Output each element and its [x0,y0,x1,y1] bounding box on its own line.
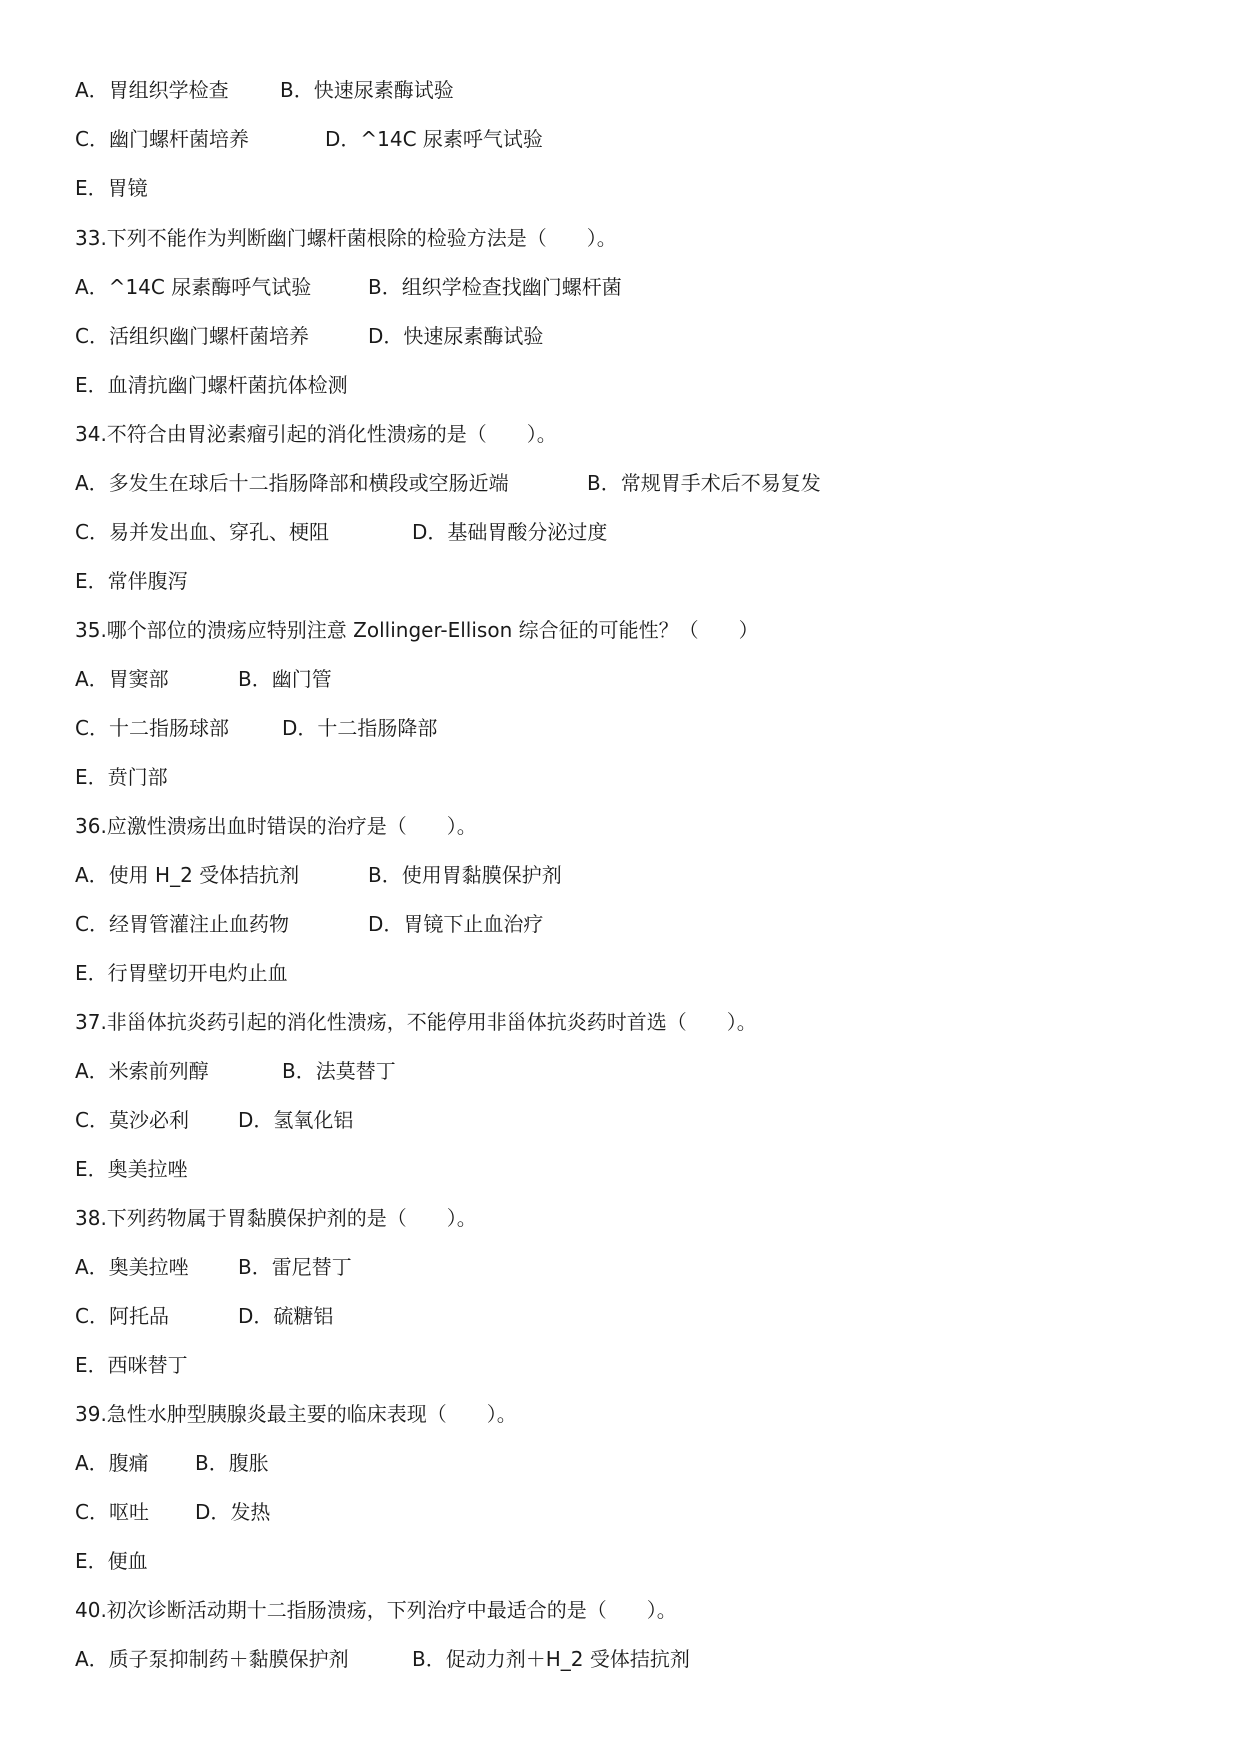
option-c: C．易并发出血、穿孔、梗阻 [75,520,329,544]
option-b: B．幽门管 [238,667,332,691]
option-e: E．便血 [75,1549,148,1573]
option-b: B．快速尿素酶试验 [280,78,454,102]
question-34: 34.不符合由胃泌素瘤引起的消化性溃疡的是（ ）。 [75,422,557,446]
option-e: E．奥美拉唑 [75,1157,188,1181]
question-38: 38.下列药物属于胃黏膜保护剂的是（ ）。 [75,1206,477,1230]
option-a: A．胃组织学检查 [75,78,229,102]
option-a: A．胃窦部 [75,667,169,691]
option-d: D．硫糖铝 [238,1304,334,1328]
option-d: D．发热 [195,1500,271,1524]
option-d: D．氢氧化铝 [238,1108,354,1132]
option-c: C．莫沙必利 [75,1108,189,1132]
option-c: C．活组织幽门螺杆菌培养 [75,324,309,348]
question-33: 33.下列不能作为判断幽门螺杆菌根除的检验方法是（ ）。 [75,226,617,250]
option-d: D．基础胃酸分泌过度 [412,520,608,544]
option-b: B．组织学检查找幽门螺杆菌 [368,275,622,299]
option-e: E．西咪替丁 [75,1353,188,1377]
option-a: A．腹痛 [75,1451,149,1475]
option-a: A．多发生在球后十二指肠降部和横段或空肠近端 [75,471,509,495]
option-b: B．雷尼替丁 [238,1255,352,1279]
option-c: C．经胃管灌注止血药物 [75,912,289,936]
option-e: E．胃镜 [75,176,148,200]
option-d: D．胃镜下止血治疗 [368,912,544,936]
option-a: A．奥美拉唑 [75,1255,189,1279]
option-e: E．贲门部 [75,765,168,789]
option-b: B．常规胃手术后不易复发 [587,471,821,495]
option-e: E．常伴腹泻 [75,569,188,593]
option-a: A．使用 H_2 受体拮抗剂 [75,863,300,887]
option-c: C．呕吐 [75,1500,149,1524]
option-d: D．快速尿素酶试验 [368,324,544,348]
option-c: C．阿托品 [75,1304,169,1328]
option-a: A．^14C 尿素酶呼气试验 [75,275,312,299]
option-d: D．^14C 尿素呼气试验 [325,127,543,151]
question-37: 37.非甾体抗炎药引起的消化性溃疡，不能停用非甾体抗炎药时首选（ ）。 [75,1010,757,1034]
option-d: D．十二指肠降部 [282,716,438,740]
option-b: B．使用胃黏膜保护剂 [368,863,562,887]
option-c: C．十二指肠球部 [75,716,229,740]
question-39: 39.急性水肿型胰腺炎最主要的临床表现（ ）。 [75,1402,517,1426]
option-b: B．法莫替丁 [282,1059,396,1083]
question-36: 36.应激性溃疡出血时错误的治疗是（ ）。 [75,814,477,838]
option-b: B．腹胀 [195,1451,269,1475]
option-c: C．幽门螺杆菌培养 [75,127,249,151]
question-40: 40.初次诊断活动期十二指肠溃疡，下列治疗中最适合的是（ ）。 [75,1598,677,1622]
option-e: E．血清抗幽门螺杆菌抗体检测 [75,373,348,397]
option-b: B．促动力剂＋H_2 受体拮抗剂 [412,1647,690,1671]
option-a: A．质子泵抑制药＋黏膜保护剂 [75,1647,349,1671]
option-a: A．米索前列醇 [75,1059,209,1083]
option-e: E．行胃壁切开电灼止血 [75,961,288,985]
question-35: 35.哪个部位的溃疡应特别注意 Zollinger-Ellison 综合征的可能性？（ ） [75,618,759,642]
